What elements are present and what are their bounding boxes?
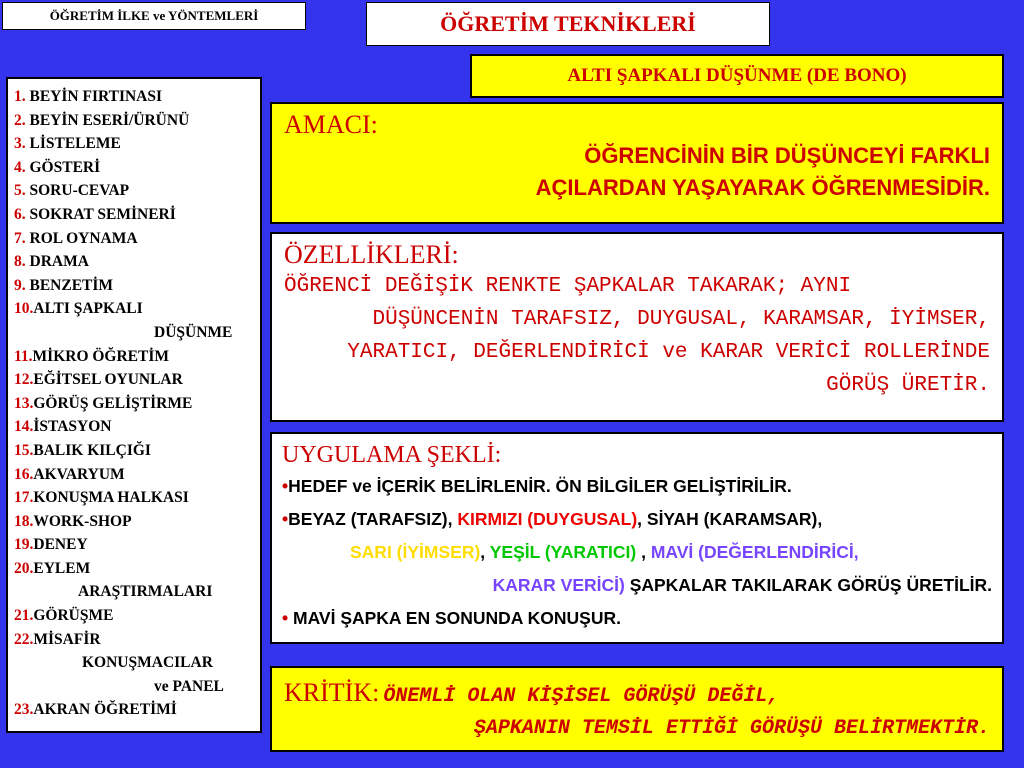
list-item-number: 3. (14, 135, 26, 153)
list-item-number: 17. (14, 489, 34, 507)
techniques-list (6, 77, 262, 733)
list-item-continuation: KONUŞMACILAR (82, 654, 213, 672)
list-item-label: ALTI ŞAPKALI (33, 300, 143, 318)
list-item-label: ROL OYNAMA (25, 229, 138, 247)
purpose-line-2: AÇILARDAN YAŞAYARAK ÖĞRENMESİDİR. (535, 175, 990, 200)
list-item (14, 557, 260, 581)
list-item-label: BEYİN FIRTINASI (25, 88, 163, 105)
critical-heading: KRİTİK: (284, 678, 380, 707)
purpose-heading: AMACI: (284, 110, 378, 139)
list-item-label: LİSTELEME (25, 135, 121, 153)
list-item (14, 415, 260, 439)
list-item-number: 9. (14, 276, 26, 294)
list-item-continuation: ARAŞTIRMALARI (78, 583, 213, 601)
list-item-number: 20. (14, 559, 34, 577)
list-item (14, 227, 260, 251)
list-item-label: WORK-SHOP (33, 512, 132, 530)
list-item (14, 604, 260, 628)
list-item (14, 486, 260, 510)
blue-hat-text-cont: KARAR VERİCİ) (492, 575, 625, 595)
features-line-2: DÜŞÜNCENİN TARAFSIZ, DUYGUSAL, KARAMSAR, İYİMSER, (372, 308, 990, 331)
hats-result-text: ŞAPKALAR TAKILARAK GÖRÜŞ ÜRETİLİR. (624, 575, 992, 595)
list-item-label: GÖRÜŞME (33, 607, 114, 625)
usage-bullet-1-text: HEDEF ve İÇERİK BELİRLENİR. ÖN BİLGİLER GELİŞTİRİLİR. (288, 476, 792, 496)
list-item-number: 21. (14, 607, 34, 625)
list-item (14, 510, 260, 534)
list-item-label: SORU-CEVAP (25, 182, 130, 200)
usage-panel (270, 432, 1004, 644)
list-item (14, 628, 260, 652)
subtitle-banner: ALTI ŞAPKALI DÜŞÜNME (DE BONO) (470, 54, 1004, 98)
critical-line-1: ÖNEMLİ OLAN KİŞİSEL GÖRÜŞÜ DEĞİL, (383, 685, 780, 708)
list-item-number: 4. (14, 158, 26, 176)
list-item (14, 156, 260, 180)
list-item (14, 109, 260, 133)
list-item (14, 533, 260, 557)
list-item-label: GÖRÜŞ GELİŞTİRME (33, 394, 193, 412)
list-item-number: 1. (14, 88, 26, 105)
list-item-continuation: DÜŞÜNME (154, 323, 233, 341)
features-heading: ÖZELLİKLERİ: (284, 240, 459, 269)
page-title: ÖĞRETİM TEKNİKLERİ (366, 2, 770, 46)
list-item (14, 132, 260, 156)
features-line-3: YARATICI, DEĞERLENDİRİCİ ve KARAR VERİCİ ROLLERİNDE (347, 341, 990, 364)
blue-hat-text: MAVİ (DEĞERLENDİRİCİ, (650, 542, 859, 562)
list-item-label: MİSAFİR (33, 630, 101, 648)
list-item-label: EĞİTSEL OYUNLAR (33, 371, 183, 389)
list-item-number: 23. (14, 701, 34, 719)
list-item-number: 8. (14, 253, 26, 271)
list-item (14, 345, 260, 369)
list-item-label: İSTASYON (33, 418, 112, 436)
list-item-number: 5. (14, 182, 26, 200)
white-hat-text: BEYAZ (TARAFSIZ), (288, 509, 458, 529)
list-item (14, 250, 260, 274)
list-item-label: BALIK KILÇIĞI (33, 441, 151, 459)
usage-heading: UYGULAMA ŞEKLİ: (282, 442, 502, 468)
list-item-label: SOKRAT SEMİNERİ (25, 205, 176, 223)
list-item-label: DENEY (33, 536, 88, 554)
separator-text: , (636, 542, 651, 562)
purpose-line-1: ÖĞRENCİNİN BİR DÜŞÜNCEYİ FARKLI (584, 143, 990, 168)
list-item-continuation: ve PANEL (154, 677, 224, 695)
list-item (14, 203, 260, 227)
list-item-number: 22. (14, 630, 34, 648)
bullet-icon: • (282, 476, 289, 496)
list-item-number: 16. (14, 465, 34, 483)
usage-bullet-1 (282, 470, 992, 503)
list-item-number: 14. (14, 418, 34, 436)
list-item-label: BENZETİM (25, 276, 114, 294)
list-item (14, 179, 260, 203)
features-panel (270, 232, 1004, 422)
list-item-number: 7. (14, 229, 26, 247)
list-item-label: EYLEM (33, 559, 91, 577)
list-item-label: BEYİN ESERİ/ÜRÜNÜ (25, 111, 190, 129)
usage-bullet-2-cont2 (282, 569, 992, 602)
usage-bullet-3 (282, 602, 992, 635)
purpose-panel (270, 102, 1004, 224)
list-item-label: KONUŞMA HALKASI (33, 489, 189, 507)
list-item-label: MİKRO ÖĞRETİM (32, 347, 170, 365)
list-item-number: 6. (14, 205, 26, 223)
section-label: ÖĞRETİM İLKE ve YÖNTEMLERİ (2, 2, 306, 30)
yellow-hat-text: SARI (İYİMSER) (350, 542, 481, 562)
list-item (14, 698, 260, 722)
list-item (14, 85, 260, 109)
list-item (14, 274, 260, 298)
black-hat-text: , SİYAH (KARAMSAR), (637, 509, 823, 529)
bullet-icon: • (282, 608, 289, 628)
list-item-label: AKVARYUM (33, 465, 125, 483)
list-item-number: 2. (14, 111, 26, 129)
list-item (14, 297, 260, 321)
list-item-number: 18. (14, 512, 34, 530)
critical-line-2: ŞAPKANIN TEMSİL ETTİĞİ GÖRÜŞÜ BELİRTMEKTİR. (473, 717, 990, 740)
red-hat-text: KIRMIZI (DUYGUSAL) (457, 509, 638, 529)
features-line-1: ÖĞRENCİ DEĞİŞİK RENKTE ŞAPKALAR TAKARAK; AYNI (284, 275, 852, 298)
list-item-number: 12. (14, 371, 34, 389)
critical-panel (270, 666, 1004, 752)
list-item-number: 19. (14, 536, 34, 554)
list-item-number: 15. (14, 441, 34, 459)
list-item-label: GÖSTERİ (25, 158, 101, 176)
usage-bullet-2 (282, 503, 992, 536)
bullet-icon: • (282, 509, 289, 529)
usage-bullet-3-text: MAVİ ŞAPKA EN SONUNDA KONUŞUR. (288, 608, 621, 628)
list-item (14, 439, 260, 463)
list-item-label: DRAMA (25, 253, 89, 271)
list-item (14, 463, 260, 487)
list-item-number: 11. (14, 347, 33, 365)
usage-bullet-2-cont (282, 536, 992, 569)
separator-text: , (480, 542, 490, 562)
list-item-label: AKRAN ÖĞRETİMİ (33, 701, 177, 719)
list-item (14, 368, 260, 392)
features-line-4: GÖRÜŞ ÜRETİR. (826, 374, 990, 397)
list-item-number: 13. (14, 394, 34, 412)
list-item (14, 392, 260, 416)
green-hat-text: YEŞİL (YARATICI) (489, 542, 637, 562)
list-item-number: 10. (14, 300, 34, 318)
